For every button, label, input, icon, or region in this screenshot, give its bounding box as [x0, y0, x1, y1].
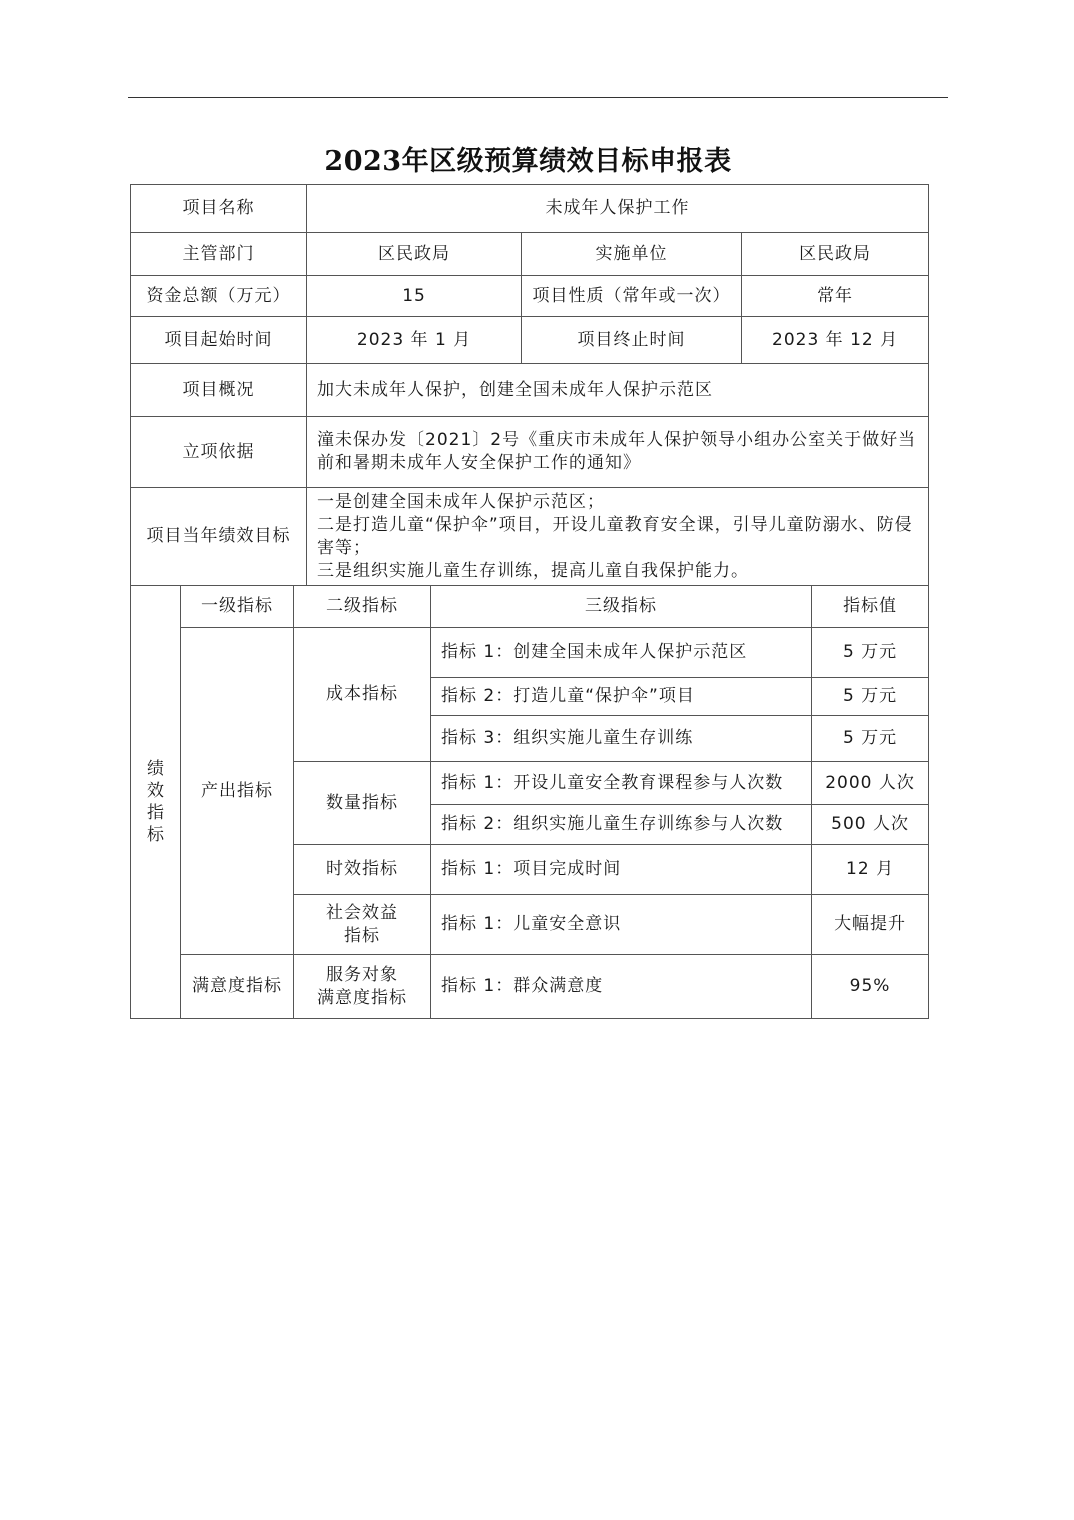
timeliness-indicator-1: 指标 1：项目完成时间 — [431, 845, 812, 895]
cost-indicator-3: 指标 3：组织实施儿童生存训练 — [431, 716, 812, 762]
quantity-indicator-2-value: 500 人次 — [812, 805, 929, 845]
timeliness-indicator-1-value: 12 月 — [812, 845, 929, 895]
document-title: 2023年区级预算绩效目标申报表 — [324, 146, 732, 177]
satisfaction-indicator-1: 指标 1：群众满意度 — [431, 955, 812, 1019]
project-name-label: 项目名称 — [131, 185, 307, 233]
quantity-indicators-label: 数量指标 — [294, 762, 431, 845]
performance-indicators-label: 绩效指标 — [131, 586, 181, 1019]
row-department — [131, 233, 929, 276]
annual-goals-label: 项目当年绩效目标 — [131, 488, 307, 586]
row-funding — [131, 276, 929, 317]
fund-total-label: 资金总额（万元） — [131, 276, 307, 317]
start-time-value: 2023 年 1 月 — [307, 317, 522, 364]
implementing-unit-label: 实施单位 — [522, 233, 742, 276]
start-time-label: 项目起始时间 — [131, 317, 307, 364]
social-benefit-indicators-label: 社会效益 指标 — [294, 895, 431, 955]
row-overview — [131, 364, 929, 417]
basis-label: 立项依据 — [131, 417, 307, 488]
row-indicator-header — [131, 586, 929, 628]
timeliness-indicators-label: 时效指标 — [294, 845, 431, 895]
goal-item: 一是创建全国未成年人保护示范区； — [317, 491, 606, 512]
quantity-indicator-1-value: 2000 人次 — [812, 762, 929, 805]
department-value: 区民政局 — [307, 233, 522, 276]
cost-indicator-1-value: 5 万元 — [812, 628, 929, 678]
cost-indicator-3-value: 5 万元 — [812, 716, 929, 762]
social-benefit-indicator-1-value: 大幅提升 — [812, 895, 929, 955]
overview-label: 项目概况 — [131, 364, 307, 417]
goal-item: 三是组织实施儿童生存训练，提高儿童自我保护能力。 — [317, 560, 750, 581]
cost-indicator-1: 指标 1：创建全国未成年人保护示范区 — [431, 628, 812, 678]
row-annual-goals — [131, 488, 929, 586]
goal-item: 二是打造儿童“保护伞”项目，开设儿童教育安全课，引导儿童防溺水、防侵害等； — [317, 514, 913, 558]
department-label: 主管部门 — [131, 233, 307, 276]
budget-form-table — [130, 184, 929, 1019]
header-value: 指标值 — [812, 586, 929, 628]
header-level3: 三级指标 — [431, 586, 812, 628]
project-nature-value: 常年 — [742, 276, 929, 317]
project-nature-label: 项目性质（常年或一次） — [522, 276, 742, 317]
overview-value: 加大未成年人保护，创建全国未成年人保护示范区 — [307, 364, 929, 417]
output-indicators-label: 产出指标 — [181, 628, 294, 955]
project-name-value: 未成年人保护工作 — [307, 185, 929, 233]
row-basis — [131, 417, 929, 488]
annual-goals-value — [307, 488, 929, 586]
header-level1: 一级指标 — [181, 586, 294, 628]
cost-indicator-2-value: 5 万元 — [812, 678, 929, 716]
quantity-indicator-2: 指标 2：组织实施儿童生存训练参与人次数 — [431, 805, 812, 845]
service-satisfaction-label: 服务对象 满意度指标 — [294, 955, 431, 1019]
end-time-value: 2023 年 12 月 — [742, 317, 929, 364]
row-dates — [131, 317, 929, 364]
satisfaction-indicator-1-value: 95% — [812, 955, 929, 1019]
basis-value: 潼未保办发〔2021〕2号《重庆市未成年人保护领导小组办公室关于做好当前和暑期未成年人安全保护工作的通知》 — [307, 417, 929, 488]
cost-indicator-2: 指标 2：打造儿童“保护伞”项目 — [431, 678, 812, 716]
row-cost-1 — [131, 628, 929, 678]
header-level2: 二级指标 — [294, 586, 431, 628]
fund-total-value: 15 — [307, 276, 522, 317]
end-time-label: 项目终止时间 — [522, 317, 742, 364]
social-benefit-indicator-1: 指标 1：儿童安全意识 — [431, 895, 812, 955]
header-rule — [128, 97, 948, 98]
implementing-unit-value: 区民政局 — [742, 233, 929, 276]
row-project-name — [131, 185, 929, 233]
cost-indicators-label: 成本指标 — [294, 628, 431, 762]
row-satisfaction — [131, 955, 929, 1019]
satisfaction-indicators-label: 满意度指标 — [181, 955, 294, 1019]
quantity-indicator-1: 指标 1：开设儿童安全教育课程参与人次数 — [431, 762, 812, 805]
